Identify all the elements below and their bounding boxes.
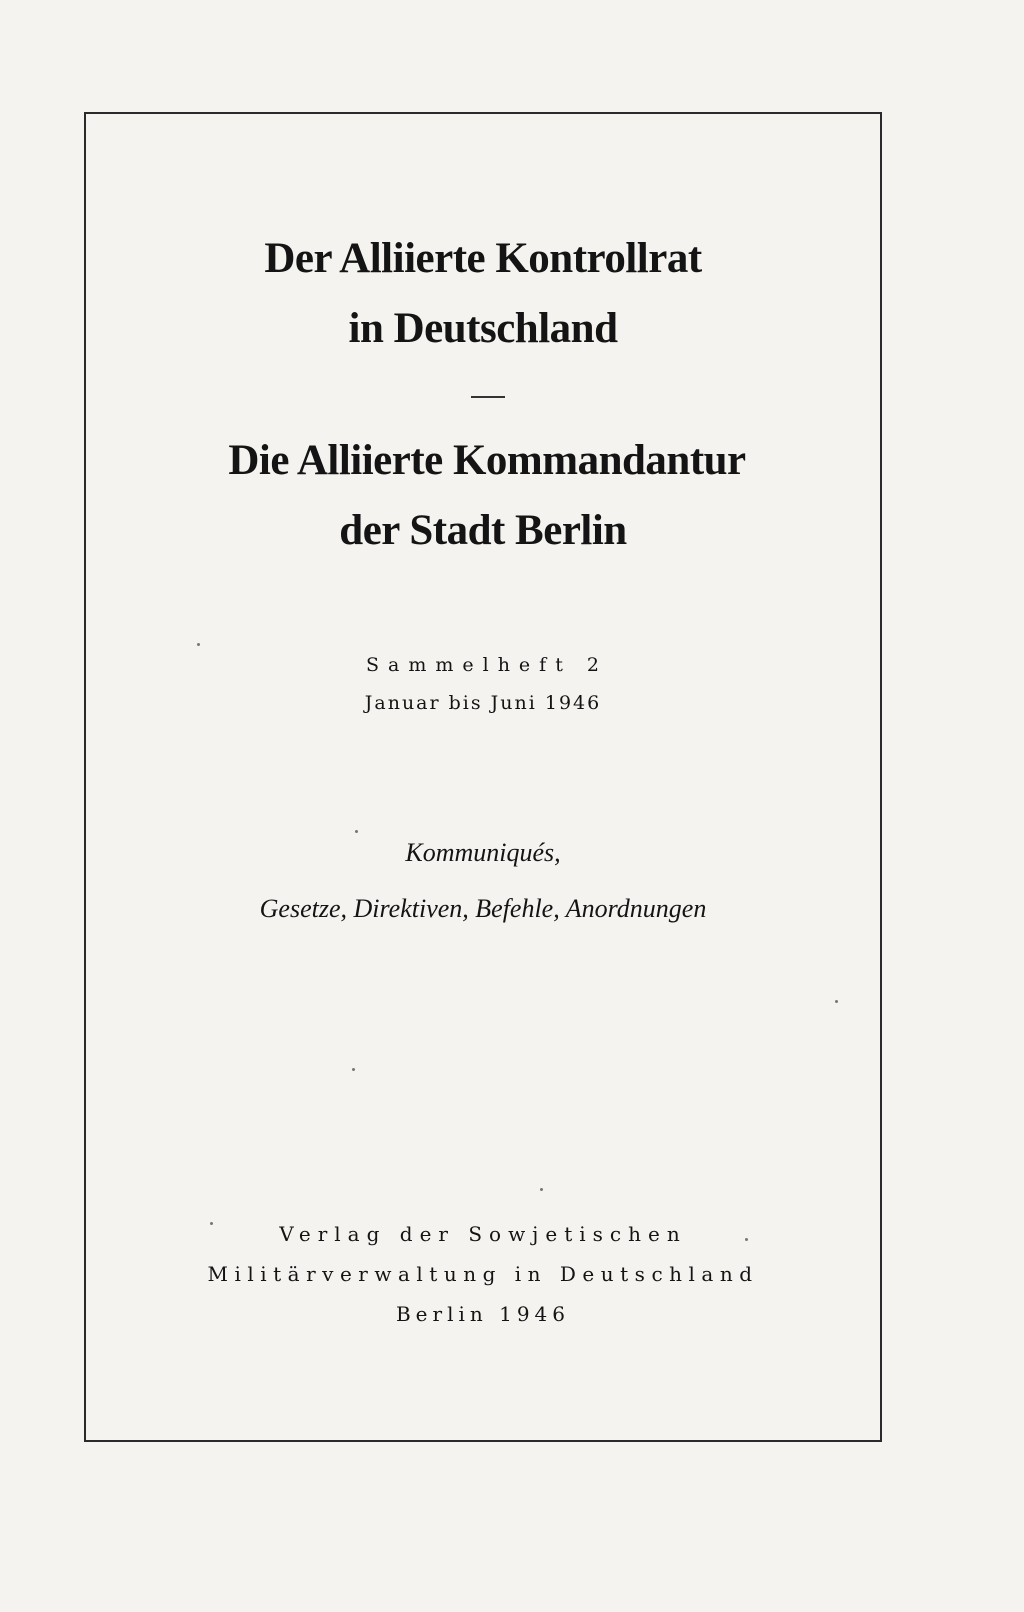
title-line-4: der Stadt Berlin xyxy=(339,507,627,554)
publisher-line-2: Militärverwaltung in Deutschland xyxy=(207,1262,759,1286)
title-line-2: in Deutschland xyxy=(348,305,618,352)
publisher-line-1: Verlag der Sowjetischen xyxy=(279,1222,687,1246)
scan-speck xyxy=(355,830,358,833)
title-separator xyxy=(471,396,505,398)
contents-line-1: Kommuniqués, xyxy=(405,838,561,867)
page-border xyxy=(84,112,882,1442)
scan-speck xyxy=(210,1222,213,1225)
contents-line-2: Gesetze, Direktiven, Befehle, Anordnungen xyxy=(259,894,707,923)
scan-speck xyxy=(352,1068,355,1071)
scan-speck xyxy=(540,1188,543,1191)
publisher-line-3: Berlin 1946 xyxy=(395,1302,571,1326)
volume-label: Sammelheft 2 xyxy=(366,654,608,676)
title-line-1: Der Alliierte Kontrollrat xyxy=(264,235,702,282)
scan-speck xyxy=(745,1238,748,1241)
scan-speck xyxy=(835,1000,838,1003)
scan-speck xyxy=(197,643,200,646)
period-label: Januar bis Juni 1946 xyxy=(364,692,602,714)
title-line-3: Die Alliierte Kommandantur xyxy=(228,437,746,484)
